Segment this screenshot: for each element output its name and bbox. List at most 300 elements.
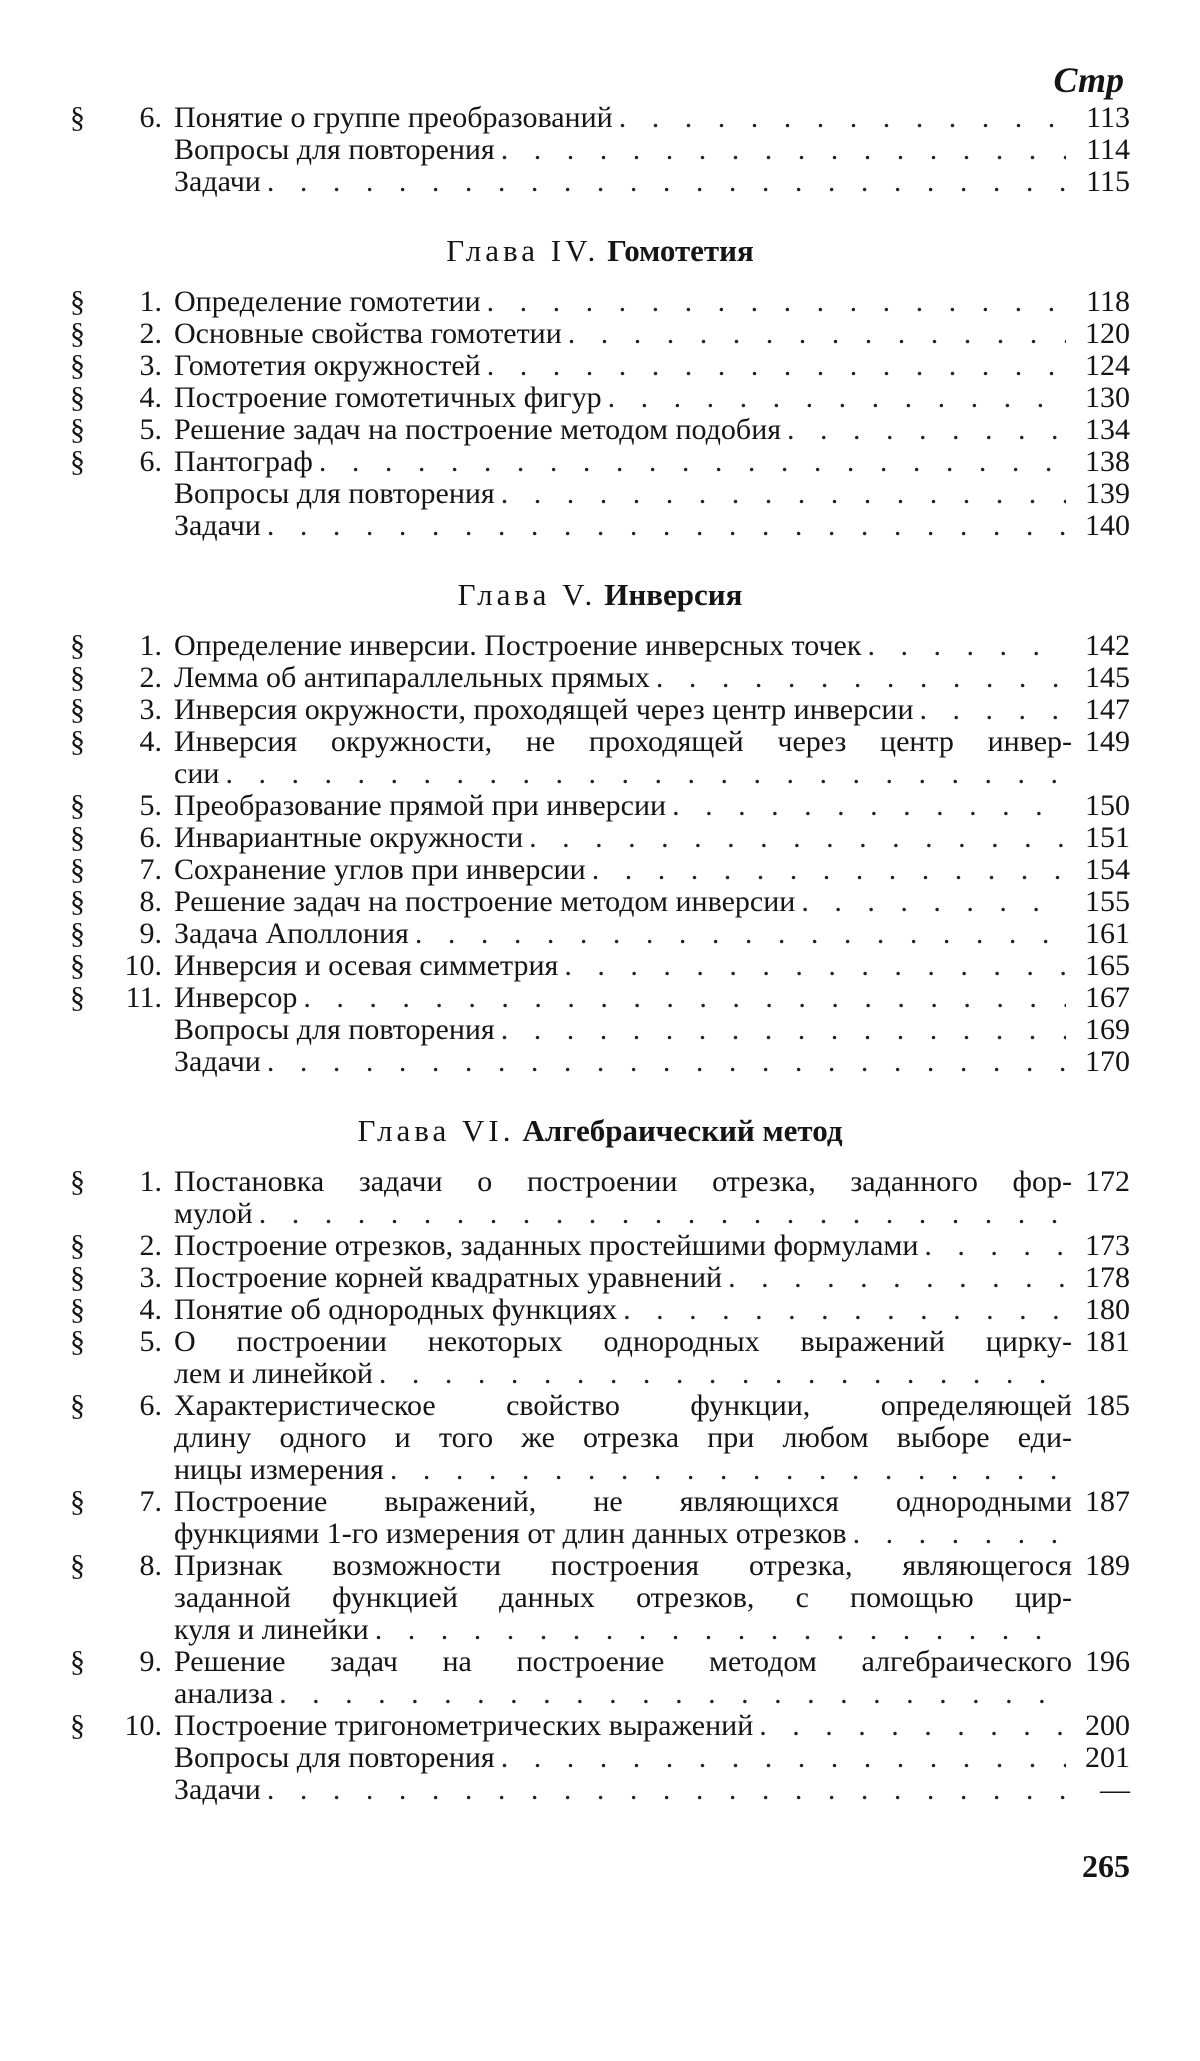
page-column-label: Стр (70, 58, 1130, 102)
entry-last-line (174, 630, 1072, 662)
dot-leader (379, 1358, 1066, 1390)
entry-last-line (174, 1518, 1072, 1550)
entry-title: Построение отрезков, заданных простейшими формулами (174, 1230, 918, 1262)
dot-leader (487, 286, 1066, 318)
chapter-title (70, 228, 1130, 274)
entry-title-line: Признак возможности построения отрезка, являющегося (174, 1550, 1072, 1582)
entry-last-line (174, 134, 1072, 166)
entry-title: Инвариантные окружности (174, 822, 523, 854)
entry-body (174, 350, 1072, 382)
entry-number: 4. (110, 726, 174, 790)
entry-title: Основные свойства гомотетии (174, 318, 562, 350)
toc-entry[interactable] (70, 694, 1130, 726)
toc-entry[interactable] (70, 318, 1130, 350)
entry-body (174, 1742, 1072, 1774)
section-sign (70, 1774, 110, 1806)
chapter-label: Глава IV. (446, 233, 599, 268)
dot-leader (759, 1710, 1066, 1742)
entry-body (174, 1550, 1072, 1646)
dot-leader (608, 382, 1066, 414)
toc-entry[interactable] (70, 1486, 1130, 1550)
chapter-name: Алгебраический метод (523, 1113, 843, 1148)
entry-body (174, 134, 1072, 166)
entry-last-line (174, 286, 1072, 318)
entry-title-line: Решение задач на построение методом алгебраического (174, 1646, 1072, 1678)
entry-title: Вопросы для повторения (174, 1742, 495, 1774)
entry-body (174, 446, 1072, 478)
entry-last-line (174, 478, 1072, 510)
dot-leader (787, 414, 1066, 446)
entry-title: Построение тригонометрических выражений (174, 1710, 753, 1742)
section-sign (70, 478, 110, 510)
dot-leader (501, 1742, 1066, 1774)
entry-title: Построение корней квадратных уравнений (174, 1262, 722, 1294)
dot-leader (267, 1046, 1066, 1078)
section-sign: § (70, 286, 110, 318)
entry-body (174, 414, 1072, 446)
entry-last-line (174, 1358, 1072, 1390)
dot-leader (619, 102, 1066, 134)
section-sign: § (70, 1550, 110, 1646)
section-sign: § (70, 318, 110, 350)
entry-number: 6. (110, 1390, 174, 1486)
entry-last-line (174, 1742, 1072, 1774)
entry-title-line: Инверсия окружности, не проходящей через центр инвер- (174, 726, 1072, 758)
entry-number: 7. (110, 854, 174, 886)
entry-last-line (174, 414, 1072, 446)
chapter-name: Гомотетия (607, 233, 754, 268)
entry-body (174, 694, 1072, 726)
entry-number (110, 510, 174, 542)
entry-page: 124 (1072, 350, 1130, 382)
entry-number: 7. (110, 1486, 174, 1550)
entry-page: 201 (1072, 1742, 1130, 1774)
section-sign: § (70, 1262, 110, 1294)
toc-entry[interactable] (70, 1014, 1130, 1046)
toc-entry[interactable] (70, 1326, 1130, 1390)
entry-page: 165 (1072, 950, 1130, 982)
section-sign: § (70, 414, 110, 446)
entry-title: Понятие об однородных функциях (174, 1294, 617, 1326)
dot-leader (303, 982, 1066, 1014)
entry-last-line (174, 382, 1072, 414)
entry-body (174, 790, 1072, 822)
entry-page: 185 (1072, 1390, 1130, 1486)
entry-page: 181 (1072, 1326, 1130, 1390)
entry-last-line (174, 694, 1072, 726)
toc-entry[interactable] (70, 1230, 1130, 1262)
entry-page: 113 (1072, 102, 1130, 134)
entry-title: Вопросы для повторения (174, 478, 495, 510)
entry-title: Решение задач на построение методом инверсии (174, 886, 795, 918)
entry-body (174, 318, 1072, 350)
entry-last-line (174, 446, 1072, 478)
entry-number: 6. (110, 822, 174, 854)
entry-number: 1. (110, 630, 174, 662)
entry-title-line: О построении некоторых однородных выражений цирку- (174, 1326, 1072, 1358)
toc-entry[interactable] (70, 1262, 1130, 1294)
toc-entry[interactable] (70, 918, 1130, 950)
entry-body (174, 1390, 1072, 1486)
entry-last-line (174, 1614, 1072, 1646)
entry-body (174, 286, 1072, 318)
toc-page (0, 0, 1200, 2061)
entry-last-line (174, 510, 1072, 542)
entry-title: Вопросы для повторения (174, 134, 495, 166)
section-sign: § (70, 950, 110, 982)
dot-leader (375, 1614, 1066, 1646)
toc-entry[interactable] (70, 662, 1130, 694)
entry-title: Задачи (174, 1046, 261, 1078)
entry-body (174, 662, 1072, 694)
entry-number: 2. (110, 318, 174, 350)
entry-body (174, 1646, 1072, 1710)
entry-page: 170 (1072, 1046, 1130, 1078)
entry-body (174, 822, 1072, 854)
dot-leader (924, 1230, 1066, 1262)
section-sign: § (70, 1390, 110, 1486)
section-sign: § (70, 822, 110, 854)
entry-title: Задачи (174, 166, 261, 198)
entry-last-line (174, 662, 1072, 694)
entry-number: 4. (110, 382, 174, 414)
dot-leader (415, 918, 1066, 950)
entry-title: Понятие о группе преобразований (174, 102, 613, 134)
dot-leader (592, 854, 1066, 886)
entry-page: 178 (1072, 1262, 1130, 1294)
dot-leader (501, 1014, 1066, 1046)
entry-title: функциями 1-го измерения от длин данных отрезков (174, 1518, 847, 1550)
entry-page: 120 (1072, 318, 1130, 350)
entry-page: 138 (1072, 446, 1130, 478)
entry-body (174, 1262, 1072, 1294)
section-sign (70, 1742, 110, 1774)
toc-entry[interactable] (70, 982, 1130, 1014)
entry-title: лем и линейкой (174, 1358, 373, 1390)
entry-last-line (174, 822, 1072, 854)
entry-last-line (174, 790, 1072, 822)
entry-last-line (174, 1454, 1072, 1486)
toc-entry[interactable] (70, 854, 1130, 886)
section-sign (70, 1046, 110, 1078)
section-sign: § (70, 662, 110, 694)
section-sign: § (70, 1646, 110, 1710)
section-sign: § (70, 918, 110, 950)
dot-leader (564, 950, 1066, 982)
dot-leader (501, 134, 1066, 166)
entry-last-line (174, 854, 1072, 886)
page-number: 265 (70, 1848, 1142, 1885)
entry-page: 189 (1072, 1550, 1130, 1646)
entry-last-line (174, 102, 1072, 134)
entry-title: Построение гомотетичных фигур (174, 382, 602, 414)
entry-last-line (174, 350, 1072, 382)
toc-entry[interactable] (70, 1774, 1130, 1806)
section-sign (70, 1014, 110, 1046)
toc-entry[interactable] (70, 1046, 1130, 1078)
entry-page: 187 (1072, 1486, 1130, 1550)
entry-title: сии (174, 758, 219, 790)
entry-number: 11. (110, 982, 174, 1014)
entry-page: 118 (1072, 286, 1130, 318)
toc-entry[interactable] (70, 1646, 1130, 1710)
toc-entry[interactable] (70, 134, 1130, 166)
entry-body (174, 510, 1072, 542)
entry-title: Задача Аполлония (174, 918, 409, 950)
entry-title: Определение инверсии. Построение инверсных точек (174, 630, 861, 662)
section-sign: § (70, 854, 110, 886)
dot-leader (568, 318, 1066, 350)
section-sign: § (70, 102, 110, 134)
entry-title: Преобразование прямой при инверсии (174, 790, 666, 822)
entry-page: 147 (1072, 694, 1130, 726)
entry-number: 2. (110, 662, 174, 694)
section-sign: § (70, 1230, 110, 1262)
entry-page: 200 (1072, 1710, 1130, 1742)
entry-body (174, 1046, 1072, 1078)
section-sign (70, 510, 110, 542)
entry-number: 8. (110, 886, 174, 918)
entry-number: 6. (110, 102, 174, 134)
entry-body (174, 854, 1072, 886)
entry-title-line: Постановка задачи о построении отрезка, заданного фор- (174, 1166, 1072, 1198)
toc-entry[interactable] (70, 286, 1130, 318)
toc-entry[interactable] (70, 790, 1130, 822)
entry-body (174, 726, 1072, 790)
entry-last-line (174, 1262, 1072, 1294)
entry-last-line (174, 918, 1072, 950)
entry-page: 161 (1072, 918, 1130, 950)
toc-entry[interactable] (70, 446, 1130, 478)
toc-entry[interactable] (70, 1710, 1130, 1742)
entry-number: 5. (110, 414, 174, 446)
entry-body (174, 630, 1072, 662)
dot-leader (225, 758, 1066, 790)
entry-page: 196 (1072, 1646, 1130, 1710)
dot-leader (623, 1294, 1066, 1326)
toc-entry[interactable] (70, 630, 1130, 662)
dot-leader (728, 1262, 1066, 1294)
entry-body (174, 478, 1072, 510)
entry-number: 9. (110, 918, 174, 950)
entry-body (174, 886, 1072, 918)
entry-last-line (174, 1046, 1072, 1078)
entry-last-line (174, 166, 1072, 198)
dot-leader (267, 510, 1066, 542)
toc-entry[interactable] (70, 382, 1130, 414)
entry-page: 130 (1072, 382, 1130, 414)
section-sign: § (70, 446, 110, 478)
toc-entry[interactable] (70, 1742, 1130, 1774)
dot-leader (390, 1454, 1066, 1486)
entry-body (174, 1326, 1072, 1390)
entry-number (110, 1014, 174, 1046)
toc-entry[interactable] (70, 478, 1130, 510)
entry-number: 6. (110, 446, 174, 478)
entry-body (174, 102, 1072, 134)
entry-title-line: длину одного и того же отрезка при любом выборе еди- (174, 1422, 1072, 1454)
entry-title-line: Характеристическое свойство функции, определяющей (174, 1390, 1072, 1422)
entry-number: 1. (110, 286, 174, 318)
entry-title: Задачи (174, 510, 261, 542)
entry-title: Инверсия и осевая симметрия (174, 950, 558, 982)
entry-number: 3. (110, 1262, 174, 1294)
dot-leader (319, 446, 1066, 478)
dot-leader (267, 1774, 1066, 1806)
chapter-title (70, 572, 1130, 618)
dot-leader (279, 1678, 1066, 1710)
entry-body (174, 166, 1072, 198)
dot-leader (672, 790, 1066, 822)
entry-page: 169 (1072, 1014, 1130, 1046)
entry-number (110, 1742, 174, 1774)
entry-page: 134 (1072, 414, 1130, 446)
toc-entry[interactable] (70, 1166, 1130, 1230)
entry-page: 145 (1072, 662, 1130, 694)
entry-title: Задачи (174, 1774, 261, 1806)
entry-title: Определение гомотетии (174, 286, 481, 318)
entry-page: 173 (1072, 1230, 1130, 1262)
entry-title: Вопросы для повторения (174, 1014, 495, 1046)
entry-page: 150 (1072, 790, 1130, 822)
entry-title: куля и линейки (174, 1614, 369, 1646)
entry-number: 1. (110, 1166, 174, 1230)
toc-column (70, 58, 1130, 1885)
entry-number: 3. (110, 350, 174, 382)
entry-body (174, 1230, 1072, 1262)
entry-body (174, 1774, 1072, 1806)
entry-title: Решение задач на построение методом подобия (174, 414, 781, 446)
section-sign: § (70, 1486, 110, 1550)
entry-number: 8. (110, 1550, 174, 1646)
section-sign: § (70, 790, 110, 822)
entry-body (174, 1166, 1072, 1230)
entry-page: 155 (1072, 886, 1130, 918)
entry-body (174, 1486, 1072, 1550)
toc-entry[interactable] (70, 886, 1130, 918)
section-sign: § (70, 382, 110, 414)
entry-last-line (174, 1294, 1072, 1326)
entry-number (110, 478, 174, 510)
toc-entry[interactable] (70, 510, 1130, 542)
section-sign: § (70, 1166, 110, 1230)
entry-last-line (174, 1014, 1072, 1046)
entry-body (174, 1014, 1072, 1046)
dot-leader (920, 694, 1067, 726)
section-sign: § (70, 726, 110, 790)
entry-title: Сохранение углов при инверсии (174, 854, 586, 886)
entry-page: 149 (1072, 726, 1130, 790)
entry-number (110, 1046, 174, 1078)
chapter-name: Инверсия (604, 577, 742, 612)
entry-page: 114 (1072, 134, 1130, 166)
entry-title-line: заданной функцией данных отрезков, с помощью цир- (174, 1582, 1072, 1614)
entry-title: Инверсия окружности, проходящей через центр инверсии (174, 694, 914, 726)
entry-page: 167 (1072, 982, 1130, 1014)
dot-leader (259, 1198, 1066, 1230)
dot-leader (801, 886, 1066, 918)
toc-entry[interactable] (70, 1390, 1130, 1486)
chapter-label: Глава V. (458, 577, 597, 612)
entry-title-line: Построение выражений, не являющихся однородными (174, 1486, 1072, 1518)
chapter-title (70, 1108, 1130, 1154)
entry-number: 10. (110, 1710, 174, 1742)
toc-entry[interactable] (70, 822, 1130, 854)
entry-page: 154 (1072, 854, 1130, 886)
dot-leader (867, 630, 1066, 662)
entry-title: мулой (174, 1198, 253, 1230)
entry-title: Гомотетия окружностей (174, 350, 481, 382)
toc-entry[interactable] (70, 350, 1130, 382)
entry-last-line (174, 886, 1072, 918)
entry-number: 5. (110, 790, 174, 822)
toc-entry[interactable] (70, 1550, 1130, 1646)
entry-number: 2. (110, 1230, 174, 1262)
toc-entry[interactable] (70, 166, 1130, 198)
toc-entry[interactable] (70, 414, 1130, 446)
chapter-label: Глава VI. (357, 1113, 514, 1148)
section-sign: § (70, 1294, 110, 1326)
section-sign: § (70, 694, 110, 726)
toc-entry[interactable] (70, 950, 1130, 982)
section-sign: § (70, 1326, 110, 1390)
entry-page: 140 (1072, 510, 1130, 542)
entry-page: 172 (1072, 1166, 1130, 1230)
toc-entry[interactable] (70, 102, 1130, 134)
section-sign: § (70, 630, 110, 662)
toc-entry[interactable] (70, 726, 1130, 790)
dot-leader (501, 478, 1066, 510)
entry-page: — (1072, 1774, 1130, 1806)
entry-page: 139 (1072, 478, 1130, 510)
entry-page: 142 (1072, 630, 1130, 662)
section-sign (70, 134, 110, 166)
entry-body (174, 918, 1072, 950)
dot-leader (529, 822, 1066, 854)
entry-number: 5. (110, 1326, 174, 1390)
entry-body (174, 1710, 1072, 1742)
section-sign: § (70, 1710, 110, 1742)
entry-title: Инверсор (174, 982, 297, 1014)
section-sign (70, 166, 110, 198)
section-sign: § (70, 886, 110, 918)
entry-number: 9. (110, 1646, 174, 1710)
chapters (70, 228, 1130, 1806)
entry-title: Пантограф (174, 446, 313, 478)
entry-body (174, 382, 1072, 414)
entry-title: ницы измерения (174, 1454, 384, 1486)
dot-leader (656, 662, 1066, 694)
toc-entry[interactable] (70, 1294, 1130, 1326)
entry-last-line (174, 950, 1072, 982)
entry-title: анализа (174, 1678, 273, 1710)
entry-number: 4. (110, 1294, 174, 1326)
entry-page: 115 (1072, 166, 1130, 198)
entry-body (174, 1294, 1072, 1326)
entry-number (110, 166, 174, 198)
section-sign: § (70, 350, 110, 382)
entry-number (110, 134, 174, 166)
dot-leader (853, 1518, 1066, 1550)
entry-last-line (174, 1678, 1072, 1710)
dot-leader (267, 166, 1066, 198)
entry-title: Лемма об антипараллельных прямых (174, 662, 650, 694)
dot-leader (487, 350, 1066, 382)
entry-page: 180 (1072, 1294, 1130, 1326)
entry-number: 10. (110, 950, 174, 982)
entry-number: 3. (110, 694, 174, 726)
entry-last-line (174, 758, 1072, 790)
